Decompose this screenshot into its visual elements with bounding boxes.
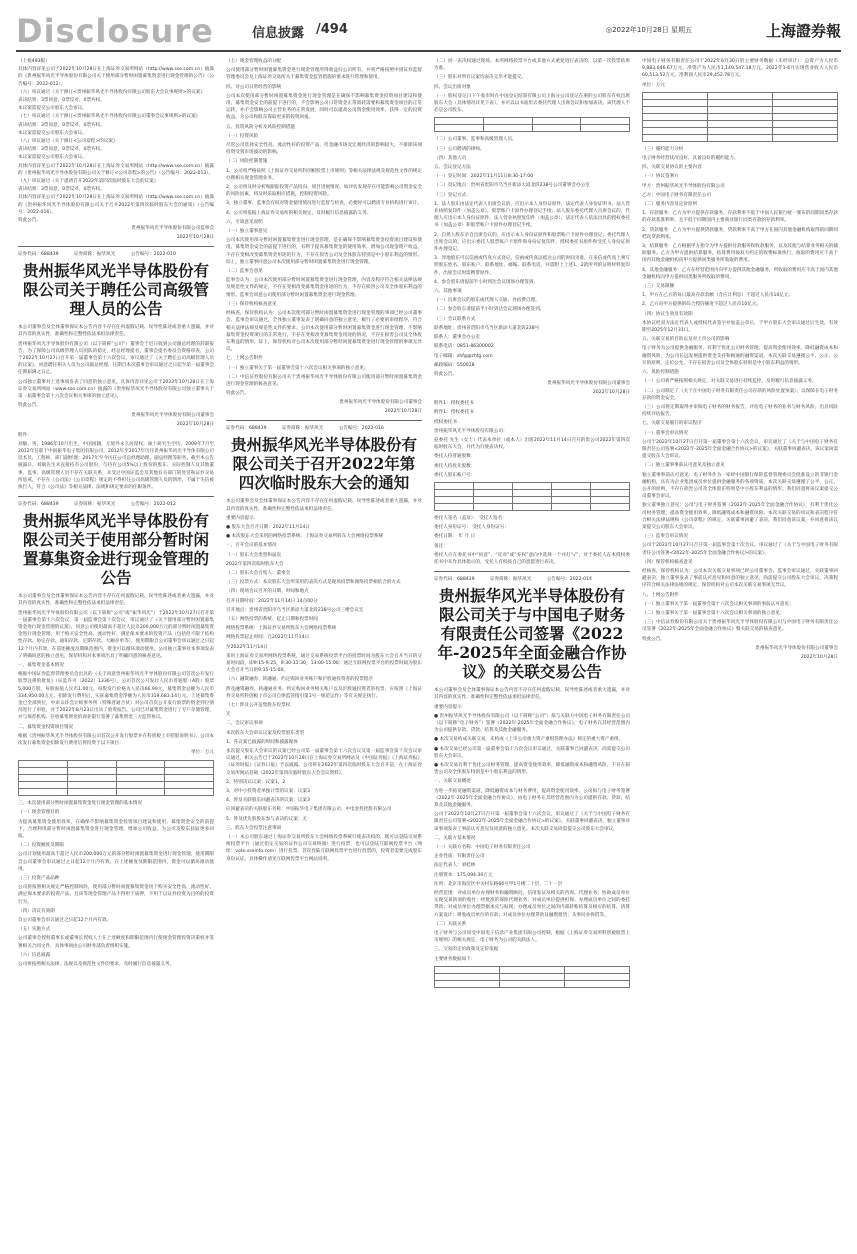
- paragraph: 为提高募集资金使用效率，在确保不影响募集资金投资项目建设和使用、募集资金安全的前提下，合理利用部分暂时闲置募集资金进行现金管理，增加公司收益，为公司及股东获取更多回报。: [18, 819, 214, 839]
- paragraph: 二、关联方基本情况: [434, 835, 476, 841]
- paragraph: 2、贷款服务：乙方为甲方提供贷款服务，贷款利率不高于甲方在国内其他金融机构取得的同期同档次贷款利率。: [642, 227, 838, 240]
- paragraph: 表决结果：3票同意，0票反对，0票弃权。: [18, 122, 105, 128]
- col3-sign-lines: [434, 515, 630, 566]
- notice-number: 公告编号：2022-014: [546, 577, 592, 583]
- paragraph: （三）中信证券股份有限公司关于贵州振华风光半导体股份有限公司与中国电子财务有限责任公司签署《2022年-2025年全面金融合作协议》暨关联交易的核查意见。: [642, 620, 838, 633]
- paragraph: （一）董事会审议情况: [642, 430, 688, 436]
- paragraph: 五、会议登记方法: [434, 165, 471, 171]
- paragraph: （一）独立董事关于第一届董事会第十六次会议相关事项的事前认可意见；: [642, 601, 794, 607]
- paragraph: ● 贵州振华风光半导体股份有限公司（以下简称“公司”）拟与关联方中国电子财务有限责任公司（以下简称“电子财务”）签署《2022年-2025年全面金融合作协议》，电子财务在其经营范围内为公司提供存款、贷款、结算及其他金融服务。: [434, 713, 630, 734]
- newspaper-brand: 上海證券報: [765, 22, 841, 40]
- paragraph: （上接493版）: [18, 59, 50, 64]
- col4-signature: 贵州振华风光半导体股份有限公司董事会: [755, 645, 838, 651]
- paragraph: 本公司董事会及全体董事保证本公告内容不存在任何虚假记载、误导性陈述或者重大遗漏，并对其内容的真实性、准确性和完整性依法承担法律责任。: [226, 499, 422, 512]
- paragraph: 三、本次使用部分暂时闲置募集资金进行现金管理的基本情况: [18, 801, 143, 807]
- paragraph: 经营范围：对成员单位办理财务和融资顾问、信用鉴证及相关的咨询、代理业务；协助成员单位实现交易款项的收付；经批准的保险代理业务；对成员单位提供担保；办理成员单位之间的委托贷款；对成员单位办理票据承兑与贴现；办理成员单位之间的内部转账结算及相应的结算、清算方案设计；吸收成员单位的存款；对成员单位办理贷款及融资租赁；从事同业拆借等。: [434, 891, 630, 918]
- paragraph: 公司本次使用部分暂时闲置募集资金进行现金管理是在确保不影响募集资金投资项目建设和使用、募集资金安全的前提下进行的，不会影响公司日常资金正常周转需要和募集资金项目的正常运转，亦不会影响公司主营业务的正常发展，同时可以提高公司资金使用效率，获得一定的投资收益，为公司和股东谋取更多的投资回报。: [226, 93, 422, 121]
- paragraph: 具体内容详见公司于2022年10月28日在上海证券交易所网站（http://www.sse.com.cn）披露的《贵州振华风光半导体股份有限公司关于使用部分暂时闲置募集资金进行现金管理的公告》（公告编号：2022-012）。: [18, 67, 214, 87]
- paragraph: 三、股东大会投票注意事项: [226, 825, 282, 831]
- column-2: [226, 58, 422, 1238]
- paragraph: 公司于2022年10月27日召开第一届监事会第十次会议，审议通过了《关于与中国电子财务有限责任公司签署<2022年-2025年全面金融合作协议>的议案》。: [642, 543, 838, 556]
- paragraph: 委托人股东帐户号：: [434, 472, 476, 478]
- paragraph: 本公司董事会及全体董事保证本公告内容不存在任何虚假记载、误导性陈述或者重大遗漏，并对其内容的真实性、准确性和完整性依法承担法律责任。: [18, 594, 214, 607]
- paragraph: 1、公司将严格按照《上海证券交易所科创板股票上市规则》等相关法律法规及规范性文件的规定办理相关现金管理业务。: [226, 168, 422, 181]
- stock-name: 证券简称：振华风光: [489, 577, 532, 583]
- paragraph: （一）协议签署方: [642, 174, 679, 180]
- paragraph: 至2022年11月14日: [226, 644, 268, 650]
- paragraph: 4、公司将依据上海证券交易所的相关规定，及时履行信息披露的义务。: [226, 210, 372, 216]
- paragraph: ● 本次交易已经公司第一届董事会第十六次会议审议通过，关联董事已回避表决，尚需提交公司股东大会审议。: [434, 746, 630, 759]
- paragraph: 本议案需提交公司股东大会审议。: [18, 106, 87, 112]
- col2-paras-b: [226, 498, 422, 863]
- paragraph: （四）现场会议召开的日期、时间和地点: [226, 589, 309, 595]
- paragraph: （二）服务内容及定价原则: [642, 202, 698, 208]
- paragraph: 经核查，保荐机构认为：公司本次关联交易事项已经公司董事会、监事会审议通过，关联董事回避表决，独立董事发表了事前认可意见和同意的独立意见，尚需提交公司股东大会审议，决策程序符合相关法律法规的规定。保荐机构对公司本次关联交易事项无异议。: [642, 568, 838, 589]
- headline-cash-management: 贵州振华风光半导体股份有限公司关于使用部分暂时闲置募集资金进行现金管理的公告: [22, 511, 209, 588]
- paragraph: 公司于2022年10月27日召开第一届董事会第十六次会议，审议通过了《关于与中国电子财务有限责任公司签署<2022年-2025年全面金融合作协议>的议案》，关联董事回避表决，独立董事对该事项发表了事前认可意见及同意的独立意见。本次关联交易尚需提交公司股东大会审议。: [434, 812, 630, 832]
- paragraph: 电子财务与公司同受中国电子信息产业集团有限公司控制，根据《上海证券交易所科创板股票上市规则》的相关规定，电子财务为公司的关联法人。: [434, 931, 630, 944]
- paragraph: 单位：万元: [642, 82, 665, 88]
- paragraph: 联系地址：贵州省贵阳市乌当区新添大道北段238号: [434, 325, 540, 331]
- paragraph: （三）投资产品品种: [18, 876, 60, 882]
- paragraph: 主要财务数据如下：: [434, 956, 476, 962]
- paragraph: 本协议经双方法定代表人或授权代表签字并加盖公章后，于甲方股东大会审议通过后生效，有效期至2025年12月31日。: [642, 320, 838, 334]
- paragraph: 中国电子财务有限责任公司于2022年6月30日的主要财务数据（未经审计）：总资产为人民币9,883,046.67万元，净资产为人民币1,149,547.18万元，2022年1-6月实现营业收入人民币60,513.52万元，净利润人民币29,452.78万元。: [642, 59, 838, 79]
- paragraph: 具体内容详见公司于2022年10月28日在上海证券交易所网站（http://www.sse.com.cn）披露的《贵州振华风光半导体股份有限公司关于修订<公司章程>的公告》（公告编号：2022-013）。: [18, 163, 214, 176]
- paragraph: 四、会议出席对象: [434, 84, 471, 90]
- paragraph: （一）现金管理目的: [18, 810, 60, 816]
- paragraph: 根据《贵州振华风光半导体股份有限公司首次公开发行股票并在科创板上市招股说明书》，公司本次发行募集资金扣除发行费用后将投资于以下项目：: [18, 733, 214, 746]
- paragraph: 2、公司将及时分析和跟踪投资产品投向、项目进展情况，如评估发现存在可能影响公司资金安全的风险因素，将及时采取相应措施，控制投资风险。: [226, 185, 422, 198]
- headline-shareholder-meeting: 贵州振华风光半导体股份有限公司关于召开2022年第四次临时股东大会的通知: [230, 435, 417, 493]
- paragraph: 一、召开会议的基本情况: [226, 543, 277, 549]
- paragraph: （一）股权登记日下午收市时在中国登记结算有限公司上海分公司登记在册的公司股东有权出席股东大会（具体情况详见下表），并可以以书面形式委托代理人出席会议和参加表决。该代理人不必是公司股东。: [434, 93, 630, 114]
- paragraph: 独立董事独立意见：公司与电子财务签署《2022年-2025年全面金融合作协议》，有利于优化公司财务管理，提高资金使用效率，降低融资成本和融资风险。本次关联交易的审议和表决程序符合相关法律法规和《公司章程》的规定，关联董事回避了表决。我们同意该议案，并同意将该议案提交公司股东大会审议。: [642, 503, 838, 530]
- paragraph: 特此公告。: [18, 403, 41, 409]
- proxy-voting-table: [434, 482, 630, 511]
- paragraph: 四、对公司日常经营的影响: [226, 84, 282, 90]
- paragraph: 电子财务为公司提供金融服务，有利于优化公司财务管理，提高资金使用效率，降低融资成本和融资风险，为公司长远发展提供资金支持和畅通的融资渠道。本次关联交易遵循公平、公正、公开的原则，定价公允，不存在损害公司及全体股东特别是中小股东利益的情形。: [642, 346, 838, 366]
- col3-signature: 贵州振华风光半导体股份有限公司董事会: [547, 381, 630, 387]
- paragraph: 七、关联交易履行的审议程序: [642, 421, 702, 427]
- col2-paras-a: [226, 58, 422, 397]
- paragraph: 刘敏，男，1986年10月出生，中国国籍，无境外永久居留权，硕士研究生学历。2009年7月至2012年任职于中国振华电子集团有限公司，2012年至2017年历任贵州振华风光半导体有限公司技术员、工程师、部门副经理；2017年至今历任公司总经理助理、副总经理等职务。截至本公告披露日，刘敏先生未直接持有公司股份，与持有公司5%以上股份的股东、实际控制人及其他董事、监事、高级管理人员不存在关联关系，未受过中国证监会及其他有关部门的处罚和证券交易所惩戒，不存在《公司法》《公司章程》规定的不得担任公司高级管理人员的情形，不属于失信被执行人，符合《公司法》等相关法律、法规和规定要求的任职条件。: [18, 441, 214, 490]
- paragraph: （八）审议通过《关于修订<公司章程>的议案》: [18, 139, 118, 145]
- paragraph: 重要内容提示：: [226, 515, 259, 521]
- col3-attachment: [434, 400, 630, 479]
- paragraph: 重要内容提示：: [434, 704, 467, 710]
- paragraph: 公司将按照相关法律、法规以及规范性文件的要求，及时履行信息披露义务。: [18, 962, 175, 968]
- paragraph: 邮政编码：550018: [434, 362, 475, 368]
- paragraph: 表决结果：3票同意，0票反对，0票弃权。: [18, 187, 105, 193]
- paragraph: 委托人身份证号： 受托人身份证号：: [434, 525, 509, 531]
- paragraph: （一）公司将严格按照相关规定，对关联交易进行持续监控，及时履行信息披露义务。: [642, 379, 817, 385]
- paragraph: 注册资本：175,094.30万元: [434, 872, 493, 878]
- section-logo: Disclosure: [16, 12, 214, 50]
- paragraph: 1、各议案已披露的时间和披露媒体: [226, 739, 298, 745]
- issue-date: ◎2022年10月28日 星期五: [606, 26, 692, 34]
- paragraph: 3、结算服务：乙方根据甲方指令为甲方提供付款服务和收款服务，以及其他与结算业务相关的辅助服务。乙方为甲方提供结算服务，结算费用按双方约定的收费标准执行，收取的费用应不高于国内其他金融机构向甲方提供同类服务所收取的费用。: [642, 244, 838, 264]
- paragraph: 特此公告。: [226, 391, 249, 397]
- paragraph: 无: [226, 712, 231, 718]
- paragraph: 公司使用部分暂时闲置募集资金进行现金管理所得收益归公司所有，并将严格按照中国证券监督管理委员会及上海证券交易所关于募集资金监管措施的要求进行管理和使用。: [226, 68, 422, 81]
- stock-code: 证券代码：688439: [18, 502, 59, 508]
- paragraph: （七）审议通过《关于修订<贵州振华风光半导体股份有限公司董事会议事规则>的议案》: [18, 114, 201, 120]
- paragraph: 本议案需提交公司股东大会审议。: [18, 155, 87, 161]
- paragraph: （二）风险控制措施: [226, 159, 268, 165]
- page-number: /494: [316, 22, 348, 37]
- divider: [226, 420, 422, 421]
- paragraph: 电子财务经营状况良好，具备良好的履约能力。: [642, 156, 739, 162]
- paragraph: 1、甲方在乙方的每日最高存款余额（含应计利息）不超过人民币10亿元；: [642, 293, 794, 299]
- paragraph: 3、独立董事、监事会有权对资金使用情况进行监督与检查，必要时可以聘请专业机构进行审计。: [226, 201, 422, 207]
- paragraph: 四、关联交易协议的主要内容: [642, 165, 702, 171]
- paragraph: 召开地点：贵州省贵阳市乌当区新添大道北段238号公司三楼会议室: [226, 607, 364, 613]
- paragraph: 兹委托 先生（女士）代表本单位（或本人）出席2022年11月14日召开的贵公司2022年第四次临时股东大会，并代为行使表决权。: [434, 437, 630, 451]
- paragraph: 贵州振华风光半导体股份有限公司（以下简称“公司”）董事会于近日收到公司副总经理的辞职报告。为了保障公司高级管理人员团队的稳定，经总经理提名，董事会提名委员会资格审查，公司于2022年10月27日召开第一届董事会第十六次会议，审议通过了《关于聘任公司高级管理人员的议案》，同意聘任相关人员为公司副总经理，任期自本次董事会审议通过之日起至第一届董事会任期届满之日止。: [18, 341, 214, 376]
- col3-paras-b: [434, 136, 630, 378]
- notice-number: 公告编号：2022-010: [130, 252, 176, 258]
- paragraph: 五、投资风险分析及风险控制措施: [226, 124, 295, 130]
- headline-related-transaction: 贵州振华风光半导体股份有限公司关于与中国电子财务有限责任公司签署《2022年-2025年全面金融合作协议》的关联交易公告: [437, 586, 627, 682]
- paragraph: 涉及融资融券、转融通业务、约定购回业务相关账户以及沪股通投资者的投票，应按照《上海证券交易所科创板上市公司自律监管指引第1号一规范运作》等有关规定执行。: [226, 686, 422, 699]
- paragraph: （二）股东大会召集人：董事会: [226, 570, 291, 576]
- paragraph: （二）公司董事、监事和高级管理人员。: [434, 137, 517, 143]
- paragraph: （六）审议通过《关于修订<贵州振华风光半导体股份有限公司股东大会议事规则>的议案》: [18, 89, 205, 95]
- paragraph: ● 本次交易构成关联交易，未构成《上市公司重大资产重组管理办法》规定的重大资产重组。: [434, 737, 624, 743]
- paragraph: 特此公告。: [434, 371, 457, 377]
- divider: [18, 496, 214, 497]
- col4-paras-a: [642, 58, 838, 89]
- paragraph: 1、存款服务：乙方为甲方提供存款服务，存款利率不低于中国人民银行统一颁布的同期同类存款的存款基准利率，且不低于同期国内主要商业银行同类存款的存款利率。: [642, 211, 838, 224]
- section-title: 信息披露: [252, 26, 305, 41]
- col1-codes-1: [18, 251, 214, 258]
- paragraph: （三）公司将定期取得并审阅电子财务的财务报告，评估电子财务的业务与财务风险，出具风险持续评估报告。: [642, 404, 838, 418]
- col1-body-1: [18, 324, 214, 409]
- paragraph: （二）独立董事事前认可意见及独立意见: [642, 463, 725, 469]
- col3-paras-c: [434, 687, 630, 963]
- paragraph: 本议案需提交公司股东大会审议。: [18, 130, 87, 136]
- paragraph: 七、上网公告附件: [226, 356, 263, 362]
- paragraph: 二、会议审议事项: [226, 721, 263, 727]
- divider: [18, 246, 214, 247]
- paragraph: 企业性质：有限责任公司: [434, 854, 485, 860]
- paragraph: 3、异地股东可以信函或传真方式登记，信函或传真以抵达公司的时间为准，在来信或传真上须写明股东姓名、股东账户、联系地址、邮编、联系电话，并需附上上述1、2款所列的证明材料复印件，出席会议时需携带原件。: [434, 256, 630, 276]
- stock-code: 证券代码：688439: [434, 577, 475, 583]
- paragraph: 委托人持普通股数：: [434, 454, 476, 460]
- paragraph: 八、上网公告附件: [642, 592, 679, 598]
- project-table: [18, 760, 214, 796]
- col1-signature-1: 贵州振华风光半导体股份有限公司监事会: [131, 226, 214, 232]
- paragraph: （三）股东对所有议案均表决完毕才能提交。: [434, 75, 526, 81]
- paragraph: 贵州振华风光半导体股份有限公司：: [434, 428, 508, 434]
- paragraph: 1、法人股东由法定代表人出席会议的，应出示本人身份证原件、法定代表人身份证明书、法人营业执照复印件（加盖公章）、股票账户卡原件办理登记手续；法人股东委托代理人出席会议的，代理人应出示本人身份证原件、法人营业执照复印件（加盖公章）、法定代表人依法出具的授权委托书（加盖公章）和股票账户卡原件办理登记手续。: [434, 201, 630, 229]
- paragraph: 联系人：董事会办公室: [434, 335, 480, 341]
- paragraph: 公司本次使用部分暂时闲置募集资金进行现金管理，是在确保不影响募集资金投资项目建设和使用、募集资金安全的前提下进行的，有利于提高募集资金的使用效率，增加公司现金资产收益，不存在变相改变募集资金用途的行为，不存在损害公司及全体股东特别是中小股东利益的情形。综上，独立董事同意公司本次使用部分暂时闲置募集资金进行现金管理。: [226, 238, 422, 265]
- paragraph: （五）实施方式: [18, 927, 51, 933]
- paragraph: 经核查，保荐机构认为：公司本次使用部分暂时闲置募集资金进行现金管理的事项已经公司董事会、监事会审议通过，全体独立董事发表了明确同意的独立意见，履行了必要的审批程序，符合相关法律法规及规范性文件的要求。公司本次使用部分暂时闲置募集资金进行现金管理，不影响募集资金投资项目的正常进行，不存在变相改变募集资金用途的情况，不存在损害公司及全体股东利益的情形。综上，保荐机构对公司本次使用部分暂时闲置募集资金进行现金管理的事项无异议。: [226, 311, 422, 353]
- paragraph: 网络投票系统：上海证券交易所股东大会网络投票系统: [226, 626, 337, 632]
- paragraph: 采用上海证券交易所网络投票系统，通过交易系统投票平台的投票时间为股东大会召开当日的交易时间段，即9:15-9:25，9:30-11:30，13:00-15:00；通过互联网投票平台的投票时间为股东大会召开当日的9:15-15:00。: [226, 653, 422, 674]
- paragraph: 公司计划使用最高不超过人民币200,000万元的部分暂时闲置募集资金进行现金管理，使用期限自公司董事会审议通过之日起12个月内有效。在上述额度及期限范围内，资金可以循环滚动使用。: [18, 852, 214, 872]
- paragraph: 为进一步拓宽融资渠道，降低融资成本与财务费用，提高资金使用效率，公司拟与电子财务签署《2022年-2025年全面金融合作协议》，由电子财务在其经营范围内为公司提供存款、贷款、结算及其他金融服务。: [434, 788, 630, 808]
- paragraph: 4、参会股东请提前半小时到达会议现场办理签到。: [434, 279, 538, 285]
- paragraph: 2022年第四次临时股东大会: [226, 561, 284, 567]
- paragraph: （四）协议生效及有效期: [642, 311, 693, 317]
- paragraph: 4、其他金融服务：乙方在经营范围内向甲方提供其他金融服务，所收取的费用应不高于国内其他金融机构向甲方提供同类服务所收取的费用。: [642, 267, 838, 280]
- paragraph: （九）审议通过《关于提请召开2022年第四次临时股东大会的议案》: [18, 179, 159, 185]
- paragraph: （二）监事会意见: [226, 269, 263, 275]
- paragraph: （七）现金管理收益的分配: [226, 59, 282, 64]
- paragraph: 住所：北京市海淀区中关村东路66号甲1号楼二十层、二十一层: [434, 881, 563, 887]
- paragraph: 六、专项意见说明: [226, 219, 263, 225]
- paragraph: 六、风险控制措施: [642, 370, 679, 376]
- stock-name: 证券简称：振华风光: [73, 252, 116, 258]
- paragraph: 乙方：中国电子财务有限责任公司: [642, 192, 711, 198]
- notice-number: 公告编号：2022-012: [130, 502, 176, 508]
- stock-name: 证券简称：振华风光: [281, 426, 324, 432]
- paragraph: （一）股东大会类型和届次: [226, 552, 282, 558]
- paragraph: （六）融资融券、转融通、约定购回业务账户和沪股通投资者的投票程序: [226, 677, 374, 683]
- col1-signature-2: 贵州振华风光半导体股份有限公司董事会: [131, 412, 214, 418]
- paragraph: 六、其他事项: [434, 289, 462, 295]
- paragraph: （三）登记方式：: [434, 192, 471, 198]
- paragraph: 公司于2022年10月27日召开第一届董事会第十六次会议，审议通过了《关于与中国电子财务有限责任公司签署<2022年-2025年全面金融合作协议>的议案》，关联董事回避表决，该议案尚需提交股东大会审议。: [642, 439, 838, 460]
- paragraph: 备注：: [434, 543, 448, 549]
- paragraph: （二）投资额度及期限: [18, 843, 64, 849]
- paragraph: 电子邮箱：zhfg@zhfg.com: [434, 353, 493, 359]
- paragraph: 授权委托书: [434, 419, 457, 425]
- paragraph: 委托人持优先股数：: [434, 463, 476, 469]
- unit-label: 单位：万元: [191, 750, 214, 756]
- paragraph: 2、特别决议议案：议案1、2: [226, 779, 286, 785]
- paragraph: 法定代表人：刘桂林: [434, 863, 476, 869]
- paragraph: 3、对中小投资者单独计票的议案：议案3: [226, 789, 310, 795]
- paragraph: 五、关联交易的目的以及对上市公司的影响: [642, 337, 730, 343]
- headline-appoint-executive: 贵州振华风光半导体股份有限公司关于聘任公司高级管理人员的公告: [22, 261, 209, 319]
- paragraph: （三）会议联系方式: [434, 316, 476, 322]
- paragraph: 4、涉及关联股东回避表决的议案：议案3: [226, 798, 310, 804]
- paragraph: （四）保荐机构核查意见: [642, 559, 693, 565]
- paragraph: （一）独立董事关于第一届董事会第十六次会议相关事项的独立意见；: [226, 365, 369, 371]
- col2-signature: 贵州振华风光半导体股份有限公司董事会: [339, 400, 422, 406]
- col2-date: 2022年10月28日: [384, 409, 422, 415]
- paragraph: 附件1：授权委托书: [434, 401, 474, 407]
- column-3: [434, 58, 630, 1238]
- col1-top-paras: [18, 58, 214, 224]
- col4-paras-b: [642, 146, 838, 643]
- paragraph: （三）公司聘请的律师。: [434, 146, 485, 152]
- paragraph: （三）监事会审议情况: [642, 534, 688, 540]
- registration-table: [434, 117, 630, 132]
- financial-summary-table: [642, 92, 838, 142]
- paragraph: （一）独立董事意见: [226, 229, 268, 235]
- col1-date-2: 2022年10月28日: [176, 421, 214, 427]
- col1-codes-2: [18, 501, 214, 508]
- financial-data-table: [434, 966, 630, 988]
- paragraph: 2、自然人股东亲自出席会议的，应出示本人身份证原件和股票账户卡原件办理登记；委托代理人出席会议的，应出示委托人股票账户卡原件和身份证复印件、授权委托书原件和受托人身份证原件办理登记。: [434, 232, 630, 253]
- paragraph: （二）独立董事关于第一届董事会第十六次会议相关事项的独立意见；: [642, 610, 785, 616]
- stock-code: 证券代码：688439: [226, 426, 267, 432]
- col4-date: 2022年10月28日: [800, 654, 838, 660]
- paragraph: 委托日期： 年 月 日: [434, 534, 476, 540]
- paragraph: （一）出席会议的股东或代理人交通、食宿费自理。: [434, 298, 540, 304]
- paragraph: 附件：: [18, 432, 32, 438]
- paragraph: 网络投票起止时间：自2022年11月14日: [226, 635, 310, 641]
- paragraph: （三）保荐机构核查意见: [226, 301, 277, 307]
- col3-paras-a: [434, 58, 630, 114]
- paragraph: 表决结果：3票同意，0票反对，0票弃权。: [18, 98, 105, 104]
- paragraph: 表决结果：3票同意，0票反对，0票弃权。: [18, 147, 105, 153]
- paragraph: 甲方：贵州振华风光半导体股份有限公司: [642, 183, 725, 189]
- paragraph: ● 股东大会召开日期：2022年11月14日: [226, 524, 310, 530]
- stock-code: 证券代码：688439: [18, 252, 59, 258]
- paragraph: 三、交易的定价政策及定价依据: [434, 947, 499, 953]
- paragraph: 监事会认为：公司本次使用部分暂时闲置募集资金进行现金管理，内容及程序符合相关法律法规及规范性文件的规定，不存在变相改变募集资金用途的行为，不存在损害公司及全体股东利益的情形。监事会同意公司使用部分暂时闲置募集资金进行现金管理。: [226, 278, 422, 298]
- paragraph: （二）公司制定了《关于在中国电子财务有限责任公司存款的风险处置预案》，以保障在电子财务存款的资金安全。: [642, 388, 838, 401]
- paragraph: （一）登记时间：2022年11月11日8:30-17:00: [434, 174, 534, 180]
- paragraph: （一）本公司股东通过上海证券交易所股东大会网络投票系统行使表决权的，既可以登陆交易系统投票平台（通过指定交易的证券公司交易终端）进行投票，也可以登陆互联网投票平台（网址：vote.sseinfo.com）进行投票。首次登陆互联网投票平台进行投票的，投资者需要完成股东身份认证。具体操作请见互联网投票平台网站说明。: [226, 835, 422, 862]
- paragraph: 本次提交股东大会审议的议案已经公司第一届董事会第十六次会议及第一届监事会第十次会议审议通过，相关公告已于2022年10月28日在上海证券交易所网站及《中国证券报》《上海证券报》《证券时报》《证券日报》予以披露。公司将在2022年第四次临时股东大会召开前，在上海证券交易所网站登载《2022年第四次临时股东大会会议资料》。: [226, 749, 422, 776]
- paragraph: 召开日期时间：2022年11月14日 14点00分: [226, 598, 318, 604]
- paragraph: （四）其他人员: [434, 155, 467, 161]
- column-4: [642, 58, 838, 1238]
- masthead-rule: [16, 50, 841, 52]
- col1-date-1: 2022年10月28日: [176, 235, 214, 241]
- paragraph: 一、募集资金基本情况: [18, 662, 64, 668]
- col3-date: 2022年10月28日: [592, 390, 630, 396]
- paragraph: ● 本次交易有利于优化公司财务管理，提高资金使用效率，降低融资成本和融资风险，不存在损害公司及全体股东特别是中小股东利益的情形。: [434, 762, 630, 776]
- paragraph: 二、募集资金投资项目情况: [18, 724, 74, 730]
- paragraph: 附件1：授权委托书: [434, 410, 474, 416]
- paragraph: （四）决议有效期: [18, 908, 55, 914]
- column-1: [18, 58, 214, 1238]
- paragraph: （二）中信证券股份有限公司关于贵州振华风光半导体股份有限公司使用部分暂时闲置募集资金进行现金管理的核查意见。: [226, 374, 422, 387]
- paragraph: 公司董事会授权董事长或董事长授权人士在上述额度和期限范围内行使现金管理投资决策权并签署相关合同文件，具体事项由公司财务部负责组织实施。: [18, 936, 214, 949]
- col2-codes: [226, 425, 422, 432]
- paragraph: 委托人签名（盖章）： 受托人签名：: [434, 515, 507, 521]
- paragraph: 独立董事事前认可意见：电子财务作为一家经中国银行保险监督管理委员会批准设立的非银行金融机构，具有为企业集团成员单位提供金融服务的各项资质，本次关联交易遵循了公平、公正、公开的原则，不存在损害公司及全体股东特别是中小股东利益的情形。我们同意将该议案提交公司董事会审议。: [642, 472, 838, 500]
- col1-body-3: [18, 800, 214, 968]
- paragraph: 公司独立董事对上述事项发表了同意的独立意见。具体内容详见公司于2022年10月28日在上海证券交易所网站（www.sse.com.cn）披露的《贵州振华风光半导体股份有限公司独立董事关于第一届董事会第十六次会议相关事项的独立意见》。: [18, 379, 214, 400]
- paragraph: （二）同一表决权通过现场、本所网络投票平台或其他方式重复进行表决的，以第一次投票结果为准。: [434, 59, 630, 72]
- paragraph: ● 本次股东大会采用的网络投票系统：上海证券交易所股东大会网络投票系统: [226, 534, 384, 540]
- paragraph: 特此公告。: [18, 218, 41, 224]
- paragraph: 联系电话：0851-86300002: [434, 344, 494, 350]
- paragraph: 应回避表决的关联股东名称：中国振华电子集团有限公司、中电金投控股有限公司: [226, 807, 392, 813]
- paragraph: （三）履约能力分析: [642, 146, 684, 152]
- paragraph: （六）信息披露: [18, 952, 51, 958]
- paragraph: 贵州振华风光半导体股份有限公司（以下简称“公司”或“振华风光”）于2022年10月27日召开第一届董事会第十六次会议、第一届监事会第十次会议，审议通过了《关于使用部分暂时闲置募集资金进行现金管理的议案》，同意公司使用最高不超过人民币200,000万元的部分暂时闲置募集资金进行现金管理，用于购买安全性高、流动性好、满足保本要求的投资产品（包括但不限于结构性存款、协定存款、通知存款、定期存款、大额存单等），使用期限自公司董事会审议通过之日起12个月内有效。在前述额度及期限范围内，资金可以循环滚动使用。公司独立董事对本事项发表了明确同意的独立意见，保荐机构对本事项出具了明确同意的核查意见。: [18, 610, 214, 659]
- paragraph: 5、涉及优先股股东参与表决的议案：无: [226, 816, 308, 822]
- paragraph: （一）投资风险: [226, 133, 259, 139]
- notice-number: 公告编号：2022-016: [338, 426, 384, 432]
- paragraph: 2、乙方向甲方提供的综合授信额度不超过人民币10亿元。: [642, 302, 762, 308]
- paragraph: （三）交易限额: [642, 284, 675, 290]
- paragraph: 根据中国证券监督管理委员会出具的《关于同意贵州振华风光半导体股份有限公司首次公开发行股票注册的批复》（证监许可〔2022〕1336号），公司首次公开发行人民币普通股（A股）股票5,000万股，每股面值人民币1.00元，每股发行价格为人民币66.99元，募集资金总额为人民币334,950.00万元，扣除发行费用后，实际募集资金净额为人民币319,683.14万元。上述募集资金已全部到位，中审众环会计师事务所（特殊普通合伙）对公司首次公开发行股票的资金到位情况进行了审验，并于2022年8月23日出具了验资报告。公司已对募集资金进行了专户存储管理，并与保荐机构、存放募集资金的商业银行签署了募集资金三方监管协议。: [18, 672, 214, 721]
- col3-codes: [434, 576, 630, 583]
- paragraph: 公司将按照相关规定严格控制风险，使用部分暂时闲置募集资金用于购买安全性高、流动性好、满足保本要求的投资产品，且该等现金管理产品不得用于质押，不用于以证券投资为目的的投资行为。: [18, 885, 214, 905]
- paragraph: 本次股东大会审议议案及投票股东类型: [226, 730, 305, 736]
- paragraph: 一、关联交易概述: [434, 779, 471, 785]
- paragraph: （五）网络投票的系统、起止日期和投票时间: [226, 616, 318, 622]
- paragraph: （一）关联方名称：中国电子财务有限责任公司: [434, 845, 531, 851]
- paragraph: 自公司董事会审议通过之日起12个月内有效。: [18, 918, 112, 924]
- paragraph: （七）涉及公开征集股东投票权: [226, 703, 291, 708]
- col1-resume: [18, 432, 214, 492]
- paragraph: （三）投票方式：本次股东大会所采用的表决方式是现场投票和网络投票相结合的方式: [226, 580, 401, 586]
- paragraph: 本公司董事会及全体董事保证本公告内容不存在任何虚假记载、误导性陈述或者重大遗漏，并对其内容的真实性、准确性和完整性依法承担法律责任。: [434, 688, 630, 701]
- col1-body-2: [18, 593, 214, 747]
- stock-name: 证券简称：振华风光: [73, 502, 116, 508]
- paragraph: （二）登记地点：贵州省贵阳市乌当区新添大道北段238号公司董事会办公室: [434, 183, 590, 189]
- paragraph: 尽管公司选择安全性高、流动性好的投资产品，但金融市场受宏观经济的影响较大，不排除该项投资受到市场波动的影响。: [226, 143, 422, 156]
- paragraph: 委托人应在委托书中“同意”、“反对”或“弃权”意向中选择一个并打“√”，对于委托人在本授权委托书中未作具体指示的，受托人有权按自己的意愿进行表决。: [434, 552, 630, 565]
- masthead: [16, 12, 841, 50]
- paragraph: 特此公告。: [642, 636, 665, 642]
- paragraph: 本公司董事会及全体董事保证本公告内容不存在任何虚假记载、误导性陈述或者重大遗漏，并对其内容的真实性、准确性和完整性依法承担法律责任。: [18, 325, 214, 338]
- paragraph: （二）关联关系: [434, 921, 467, 927]
- paragraph: （二）参会股东请提前半小时到达会议现场办理签到。: [434, 307, 545, 313]
- paragraph: 具体内容详见公司于2022年10月28日在上海证券交易所网站（http://www.sse.com.cn）披露的《贵州振华风光半导体股份有限公司关于召开2022年第四次临时股东大会的通知》（公告编号：2022-016）。: [18, 195, 214, 215]
- divider: [434, 571, 630, 572]
